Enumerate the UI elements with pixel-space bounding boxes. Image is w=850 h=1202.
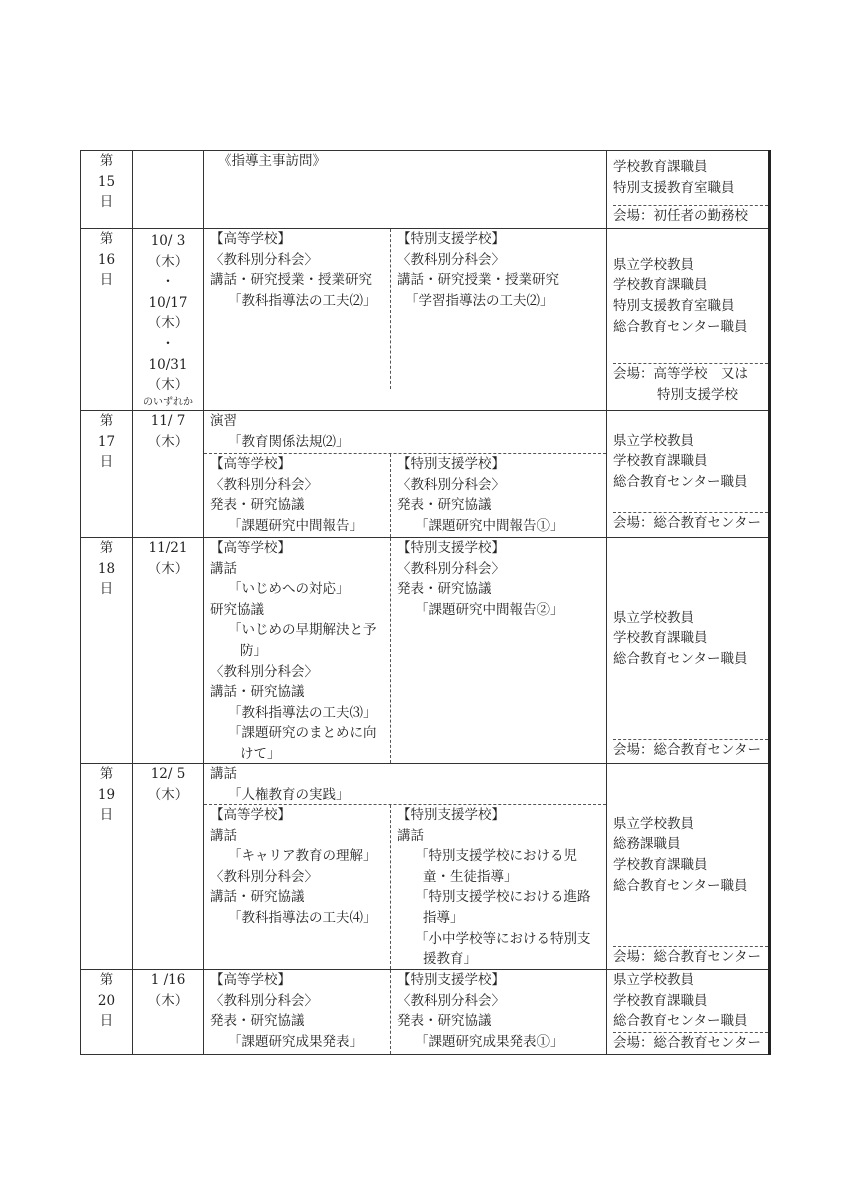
date-text: 10/ 3 (150, 233, 186, 249)
table-row (81, 764, 770, 970)
staff-item: 総合教育センター職員 (613, 650, 748, 667)
staff-cell (607, 970, 770, 1055)
date-text: 11/ 7 (150, 413, 186, 429)
session-line: 発表・研究協議 (210, 497, 305, 514)
day-number: 18 (97, 560, 116, 577)
date-cell (133, 764, 204, 970)
venue-label: 会場：総合教育センター (613, 742, 761, 758)
day-label: 日 (99, 1013, 114, 1030)
special-school-heading: 【特別支援学校】 (397, 540, 505, 556)
staff-item: 特別支援教育室職員 (613, 179, 735, 196)
session-line: 研究協議 (210, 601, 264, 618)
day-label: 日 (99, 581, 114, 598)
day-label: 第 (99, 766, 114, 782)
session-line: 「課題研究成果発表」 (228, 1033, 363, 1050)
day-cell (81, 970, 133, 1055)
date-cell (133, 970, 204, 1055)
table-row (81, 970, 770, 1055)
session-line: 講話・研究授業・授業研究 (210, 272, 372, 289)
date-text: 12/ 5 (150, 766, 186, 782)
date-text: （木） (147, 377, 189, 394)
staff-item: 県立学校教員 (613, 815, 694, 832)
date-text: （木） (147, 786, 189, 803)
staff-item: 学校教育課職員 (613, 992, 708, 1009)
date-note: のいずれか (143, 396, 193, 408)
session-title: 演習 (210, 413, 237, 429)
schedule-table (80, 150, 771, 1055)
staff-cell (607, 151, 770, 229)
session-line: 「課題研究中間報告」 (228, 517, 363, 534)
session-line: 発表・研究協議 (210, 1013, 305, 1030)
day-label: 第 (99, 413, 114, 429)
session-line: 〈教科別分科会〉 (210, 868, 318, 885)
session-line: 「教科指導法の工夫⑷」 (228, 909, 377, 926)
session-line: 講話 (210, 827, 237, 844)
special-school-heading: 【特別支援学校】 (397, 456, 505, 472)
session-line: 「人権教育の実践」 (228, 786, 350, 803)
session-line: 発表・研究協議 (397, 581, 492, 598)
table-row (81, 538, 770, 764)
staff-item: 学校教育課職員 (613, 630, 708, 647)
date-cell (133, 151, 204, 229)
staff-cell (607, 229, 770, 411)
session-line: 〈教科別分科会〉 (210, 251, 318, 268)
day-cell (81, 229, 133, 411)
staff-item: 県立学校教員 (613, 432, 694, 449)
session-line: 「課題研究中間報告②」 (415, 601, 564, 618)
session-line: 「教科指導法の工夫⑵」 (228, 292, 377, 309)
session-line: 〈教科別分科会〉 (397, 992, 505, 1009)
special-school-heading: 【特別支援学校】 (397, 807, 505, 823)
session-line: 〈教科別分科会〉 (397, 476, 505, 493)
date-text: 11/21 (148, 540, 188, 556)
session-line: 講話・研究協議 (210, 684, 305, 701)
day-number: 20 (97, 992, 116, 1009)
staff-item: 特別支援教育室職員 (613, 298, 735, 314)
day-label: 日 (99, 194, 114, 211)
staff-item: 学校教育課職員 (613, 857, 708, 873)
table-row (81, 229, 770, 411)
venue-label: 会場：高等学校 又は (613, 366, 748, 382)
session-line: 講話 (210, 560, 237, 577)
date-text: （木） (147, 992, 189, 1009)
content-cell (204, 411, 607, 538)
date-text: （木） (147, 253, 189, 270)
day-number: 17 (97, 433, 116, 450)
session-line: 「いじめへの対応」 (228, 581, 350, 598)
session-line: 「教科指導法の工夫⑶」 (228, 704, 377, 721)
day-cell (81, 151, 133, 229)
day-cell (81, 764, 133, 970)
table-row (81, 151, 770, 229)
date-text: 10/31 (148, 356, 188, 373)
session-line: 講話・研究授業・授業研究 (397, 272, 559, 289)
content-cell (204, 764, 607, 970)
date-text: ・ (161, 274, 175, 291)
staff-cell (607, 764, 770, 970)
date-text: （木） (147, 433, 189, 450)
session-line: 「いじめの早期解決と予 (228, 622, 377, 639)
day-label: 日 (99, 454, 114, 471)
session-line: けて」 (240, 745, 281, 762)
session-line: 「教育関係法規⑵」 (228, 433, 350, 450)
date-text: （木） (147, 315, 189, 332)
session-line: 発表・研究協議 (397, 497, 492, 514)
content-cell (204, 151, 607, 229)
session-line: 「課題研究中間報告①」 (415, 517, 564, 534)
session-line: 防」 (240, 642, 267, 659)
session-line: 〈教科別分科会〉 (397, 251, 505, 268)
day-label: 日 (99, 807, 114, 824)
special-school-heading: 【特別支援学校】 (397, 231, 505, 247)
venue-label: 会場：初任者の勤務校 (613, 208, 748, 224)
day-label: 日 (99, 272, 114, 289)
staff-item: 県立学校教員 (613, 609, 694, 626)
date-text: ・ (161, 335, 175, 352)
staff-item: 総務課職員 (613, 836, 681, 853)
day-label: 第 (99, 972, 114, 988)
day-cell (81, 538, 133, 764)
day-label: 第 (99, 540, 114, 556)
day-number: 15 (97, 173, 116, 190)
session-line: 講話・研究協議 (210, 889, 305, 906)
high-school-heading: 【高等学校】 (210, 456, 291, 472)
staff-cell (607, 538, 770, 764)
high-school-heading: 【高等学校】 (210, 231, 291, 247)
staff-item: 総合教育センター職員 (613, 1013, 748, 1030)
session-line: 童・生徒指導」 (423, 868, 518, 885)
staff-item: 総合教育センター職員 (613, 473, 748, 490)
day-number: 19 (97, 786, 116, 803)
staff-item: 学校教育課職員 (613, 453, 708, 470)
session-line: 「課題研究成果発表①」 (415, 1033, 564, 1050)
special-school-heading: 【特別支援学校】 (397, 972, 505, 988)
session-line: 援教育」 (423, 951, 477, 968)
session-line: 「小中学校等における特別支 (415, 930, 591, 947)
session-line: 「特別支援学校における児 (415, 848, 577, 865)
day-label: 第 (99, 231, 114, 247)
date-cell (133, 411, 204, 538)
session-line: 「学習指導法の工夫⑵」 (405, 292, 554, 309)
session-line: 〈教科別分科会〉 (210, 476, 318, 493)
day-number: 16 (97, 251, 116, 268)
session-line: 「特別支援学校における進路 (415, 889, 591, 906)
session-title: 講話 (210, 766, 237, 782)
venue-label: 会場：総合教育センター (613, 515, 761, 531)
venue-label: 会場：総合教育センター (613, 949, 761, 965)
high-school-heading: 【高等学校】 (210, 540, 291, 556)
content-cell (204, 538, 607, 764)
date-cell (133, 229, 204, 411)
table-row (81, 411, 770, 538)
date-text: 10/17 (148, 294, 188, 311)
session-title: 《指導主事訪問》 (218, 153, 326, 169)
session-line: 発表・研究協議 (397, 1013, 492, 1030)
high-school-heading: 【高等学校】 (210, 972, 291, 988)
venue-label: 会場：総合教育センター (613, 1035, 761, 1051)
staff-item: 県立学校教員 (613, 972, 694, 988)
staff-item: 総合教育センター職員 (613, 877, 748, 894)
day-cell (81, 411, 133, 538)
staff-item: 学校教育課職員 (613, 159, 708, 175)
session-line: 「キャリア教育の理解」 (228, 848, 377, 865)
session-line: 講話 (397, 827, 424, 844)
day-label: 第 (99, 153, 114, 169)
session-line: 「課題研究のまとめに向 (228, 725, 377, 742)
content-cell (204, 229, 607, 411)
date-cell (133, 538, 204, 764)
session-line: 指導」 (423, 909, 464, 926)
high-school-heading: 【高等学校】 (210, 807, 291, 823)
session-line: 〈教科別分科会〉 (210, 663, 318, 680)
session-line: 〈教科別分科会〉 (210, 992, 318, 1009)
staff-item: 総合教育センター職員 (613, 318, 748, 335)
date-text: 1 /16 (150, 972, 186, 988)
session-line: 〈教科別分科会〉 (397, 560, 505, 577)
venue-label: 特別支援学校 (657, 386, 738, 403)
content-cell (204, 970, 607, 1055)
staff-item: 学校教育課職員 (613, 277, 708, 294)
staff-cell (607, 411, 770, 538)
staff-item: 県立学校教員 (613, 256, 694, 273)
date-text: （木） (147, 560, 189, 577)
